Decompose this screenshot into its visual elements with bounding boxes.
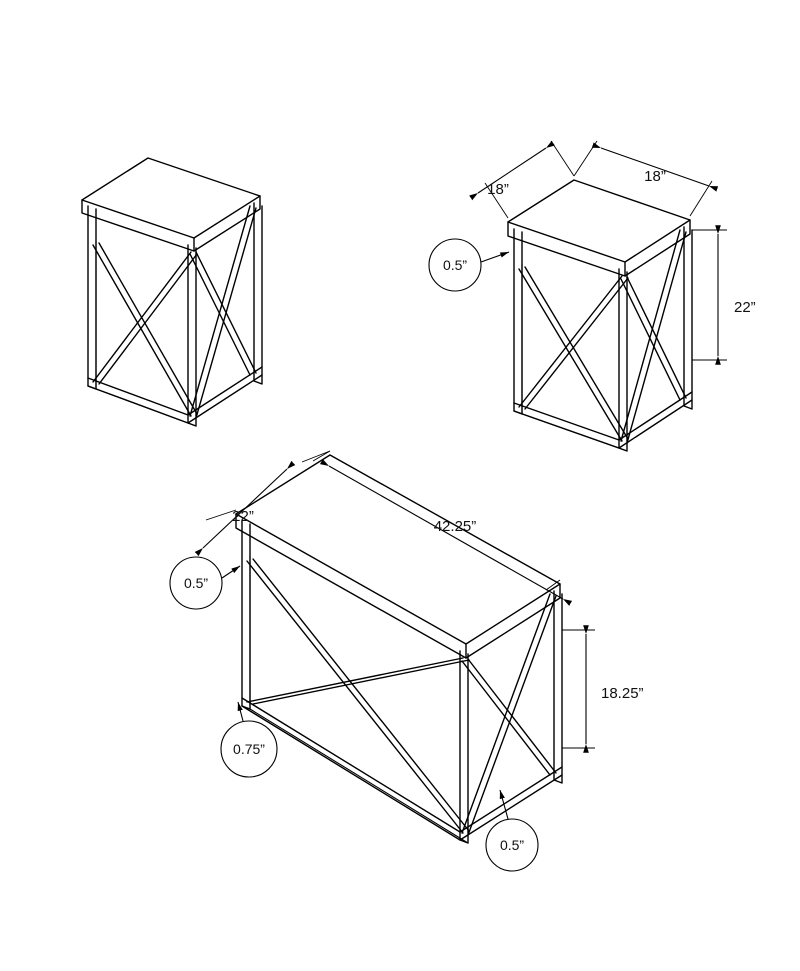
dim-end-depth-label: 18” <box>487 181 509 198</box>
view-end-table-left <box>82 158 262 426</box>
callout-end-top-thickness-label: 0.5” <box>442 257 468 273</box>
left-table-x-brace-side <box>190 206 256 418</box>
callout-coffee-top-thickness-label: 0.5” <box>183 575 209 591</box>
right-table-stretchers <box>514 392 692 451</box>
right-table-x-brace-front <box>519 267 628 441</box>
dim-coffee-height-label: 18.25” <box>601 685 644 702</box>
view-coffee-table <box>170 451 644 871</box>
callout-coffee-stretcher <box>221 702 277 777</box>
dim-coffee-height <box>562 630 644 748</box>
left-table-x-brace-front <box>93 243 197 416</box>
view-end-table-right <box>429 141 756 451</box>
callout-coffee-leg <box>486 790 538 871</box>
callout-coffee-top-thickness <box>170 557 240 609</box>
coffee-table-top <box>236 455 560 658</box>
callout-coffee-leg-label: 0.5” <box>499 837 525 853</box>
right-table-top <box>508 180 690 276</box>
dim-coffee-depth-label: 22” <box>232 508 254 525</box>
left-table-top <box>82 158 260 251</box>
dim-end-height <box>692 230 756 360</box>
dim-coffee-length-label: 42.25” <box>433 518 477 535</box>
callout-end-top-thickness <box>429 239 509 291</box>
dim-end-height-label: 22” <box>734 299 756 316</box>
dim-end-width-label: 18” <box>644 168 666 185</box>
callout-coffee-stretcher-label: 0.75” <box>233 741 265 757</box>
